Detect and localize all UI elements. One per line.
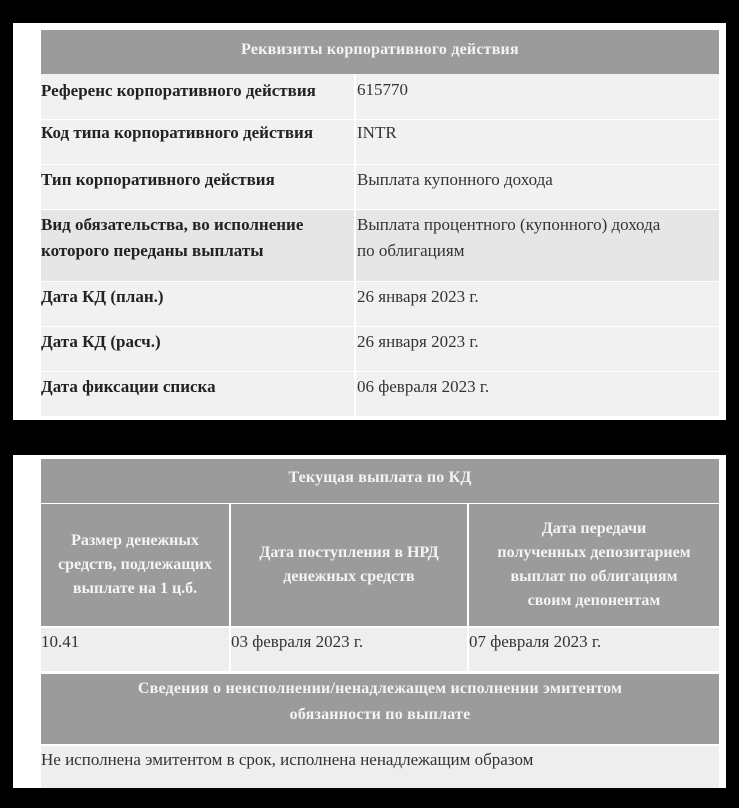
row-value: 26 января 2023 г.: [357, 332, 479, 351]
row-label-line2: которого переданы выплаты: [41, 241, 264, 260]
detail-row-record-date: [41, 372, 719, 416]
column-header-receipt-date: Дата поступления в НРД денежных средств: [231, 504, 467, 626]
column-header-amount: Размер денежных средств, подлежащих выплате на 1 ц.б.: [41, 504, 229, 626]
row-label-line1: Вид обязательства, во исполнение: [41, 215, 304, 234]
column-header-transfer-date: Дата передачи полученных депозитарием выплат по облигациям своим депонентам: [469, 504, 719, 626]
row-label: Референс корпоративного действия: [41, 81, 316, 100]
corporate-action-details-panel: [13, 23, 726, 420]
detail-row-date-plan: [41, 282, 719, 326]
row-value: INTR: [357, 123, 397, 142]
row-label: Дата фиксации списка: [41, 377, 216, 396]
row-label: Дата КД (расч.): [41, 332, 161, 351]
detail-row-obligation: [41, 210, 719, 281]
row-value-line2: по облигациям: [357, 241, 465, 260]
row-value: 06 февраля 2023 г.: [357, 377, 490, 396]
row-value: 615770: [357, 80, 408, 99]
detail-row-date-settle: [41, 327, 719, 371]
non-performance-text: Не исполнена эмитентом в срок, исполнена ненадлежащим образом: [41, 746, 719, 788]
cell-transfer-date: 07 февраля 2023 г.: [469, 628, 719, 671]
detail-row-type: [41, 165, 719, 209]
section-title: Реквизиты корпоративного действия: [41, 30, 719, 74]
row-value: 26 января 2023 г.: [357, 287, 479, 306]
column-divider: [354, 74, 356, 416]
detail-row-reference: [41, 74, 719, 119]
row-label: Тип корпоративного действия: [41, 170, 275, 189]
row-label: Дата КД (план.): [41, 287, 164, 306]
non-performance-title: Сведения о неисполнении/ненадлежащем исполнении эмитентом обязанности по выплате: [41, 674, 719, 744]
current-payment-panel: [13, 455, 726, 788]
detail-row-type-code: [41, 120, 719, 164]
row-label: Код типа корпоративного действия: [41, 123, 314, 142]
row-value-line1: Выплата процентного (купонного) дохода: [357, 215, 661, 234]
row-value: Выплата купонного дохода: [357, 170, 553, 189]
cell-amount: 10.41: [41, 628, 229, 671]
cell-receipt-date: 03 февраля 2023 г.: [231, 628, 467, 671]
section-title: Текущая выплата по КД: [41, 459, 719, 503]
